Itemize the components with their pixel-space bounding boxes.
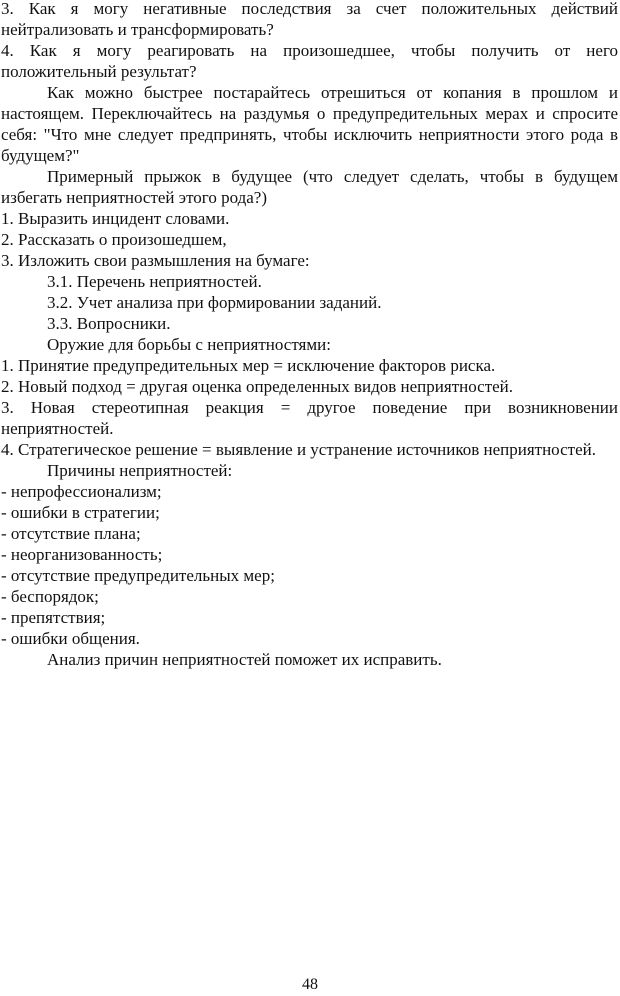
- weapon-item: 1. Принятие предупредительных мер = исключение факторов риска.: [1, 356, 496, 375]
- cause-item: - отсутствие предупредительных мер;: [1, 566, 275, 585]
- cause-item: - препятствия;: [1, 608, 106, 627]
- conclusion: Анализ причин неприятностей поможет их исправить.: [47, 650, 442, 669]
- weapon-item: 4. Стратегическое решение = выявление и устранение источников неприятностей.: [1, 440, 596, 459]
- advice-paragraph: Как можно быстрее постарайтесь отрешиться от копания в прошлом и настоящем. Переключайтесь на раздумья о предупредительных мерах и спросите себя: "Что мне следует предпринять, чтобы исключить неприятности этого рода в будущем?": [1, 83, 618, 165]
- substep-item: 3.3. Вопросники.: [47, 314, 171, 333]
- cause-item: - неорганизованность;: [1, 545, 163, 564]
- weapon-item: 3. Новая стереотипная реакция = другое поведение при возникновении неприятностей.: [1, 398, 618, 438]
- step-item: 1. Выразить инцидент словами.: [1, 209, 230, 228]
- question-3: 3. Как я могу негативные последствия за счет положительных действий нейтрализовать и трансформировать?: [1, 0, 618, 39]
- cause-item: - отсутствие плана;: [1, 524, 141, 543]
- step-item: 3. Изложить свои размышления на бумаге:: [1, 251, 310, 270]
- substep-item: 3.1. Перечень неприятностей.: [47, 272, 262, 291]
- causes-heading: Причины неприятностей:: [47, 461, 233, 480]
- step-item: 2. Рассказать о произошедшем,: [1, 230, 227, 249]
- substep-item: 3.2. Учет анализа при формировании заданий.: [47, 293, 382, 312]
- weapon-item: 2. Новый подход = другая оценка определенных видов неприятностей.: [1, 377, 514, 396]
- page-body: [1, 0, 618, 670]
- question-4: 4. Как я могу реагировать на произошедшее, чтобы получить от него положительный результат?: [1, 41, 618, 81]
- cause-item: - ошибки общения.: [1, 629, 140, 648]
- page-number: 48: [302, 976, 318, 993]
- cause-item: - непрофессионализм;: [1, 482, 162, 501]
- cause-item: - ошибки в стратегии;: [1, 503, 160, 522]
- weapons-heading: Оружие для борьбы с неприятностями:: [47, 335, 331, 354]
- future-leap-paragraph: Примерный прыжок в будущее (что следует сделать, чтобы в будущем избегать неприятностей этого рода?): [1, 167, 618, 207]
- cause-item: - беспорядок;: [1, 587, 99, 606]
